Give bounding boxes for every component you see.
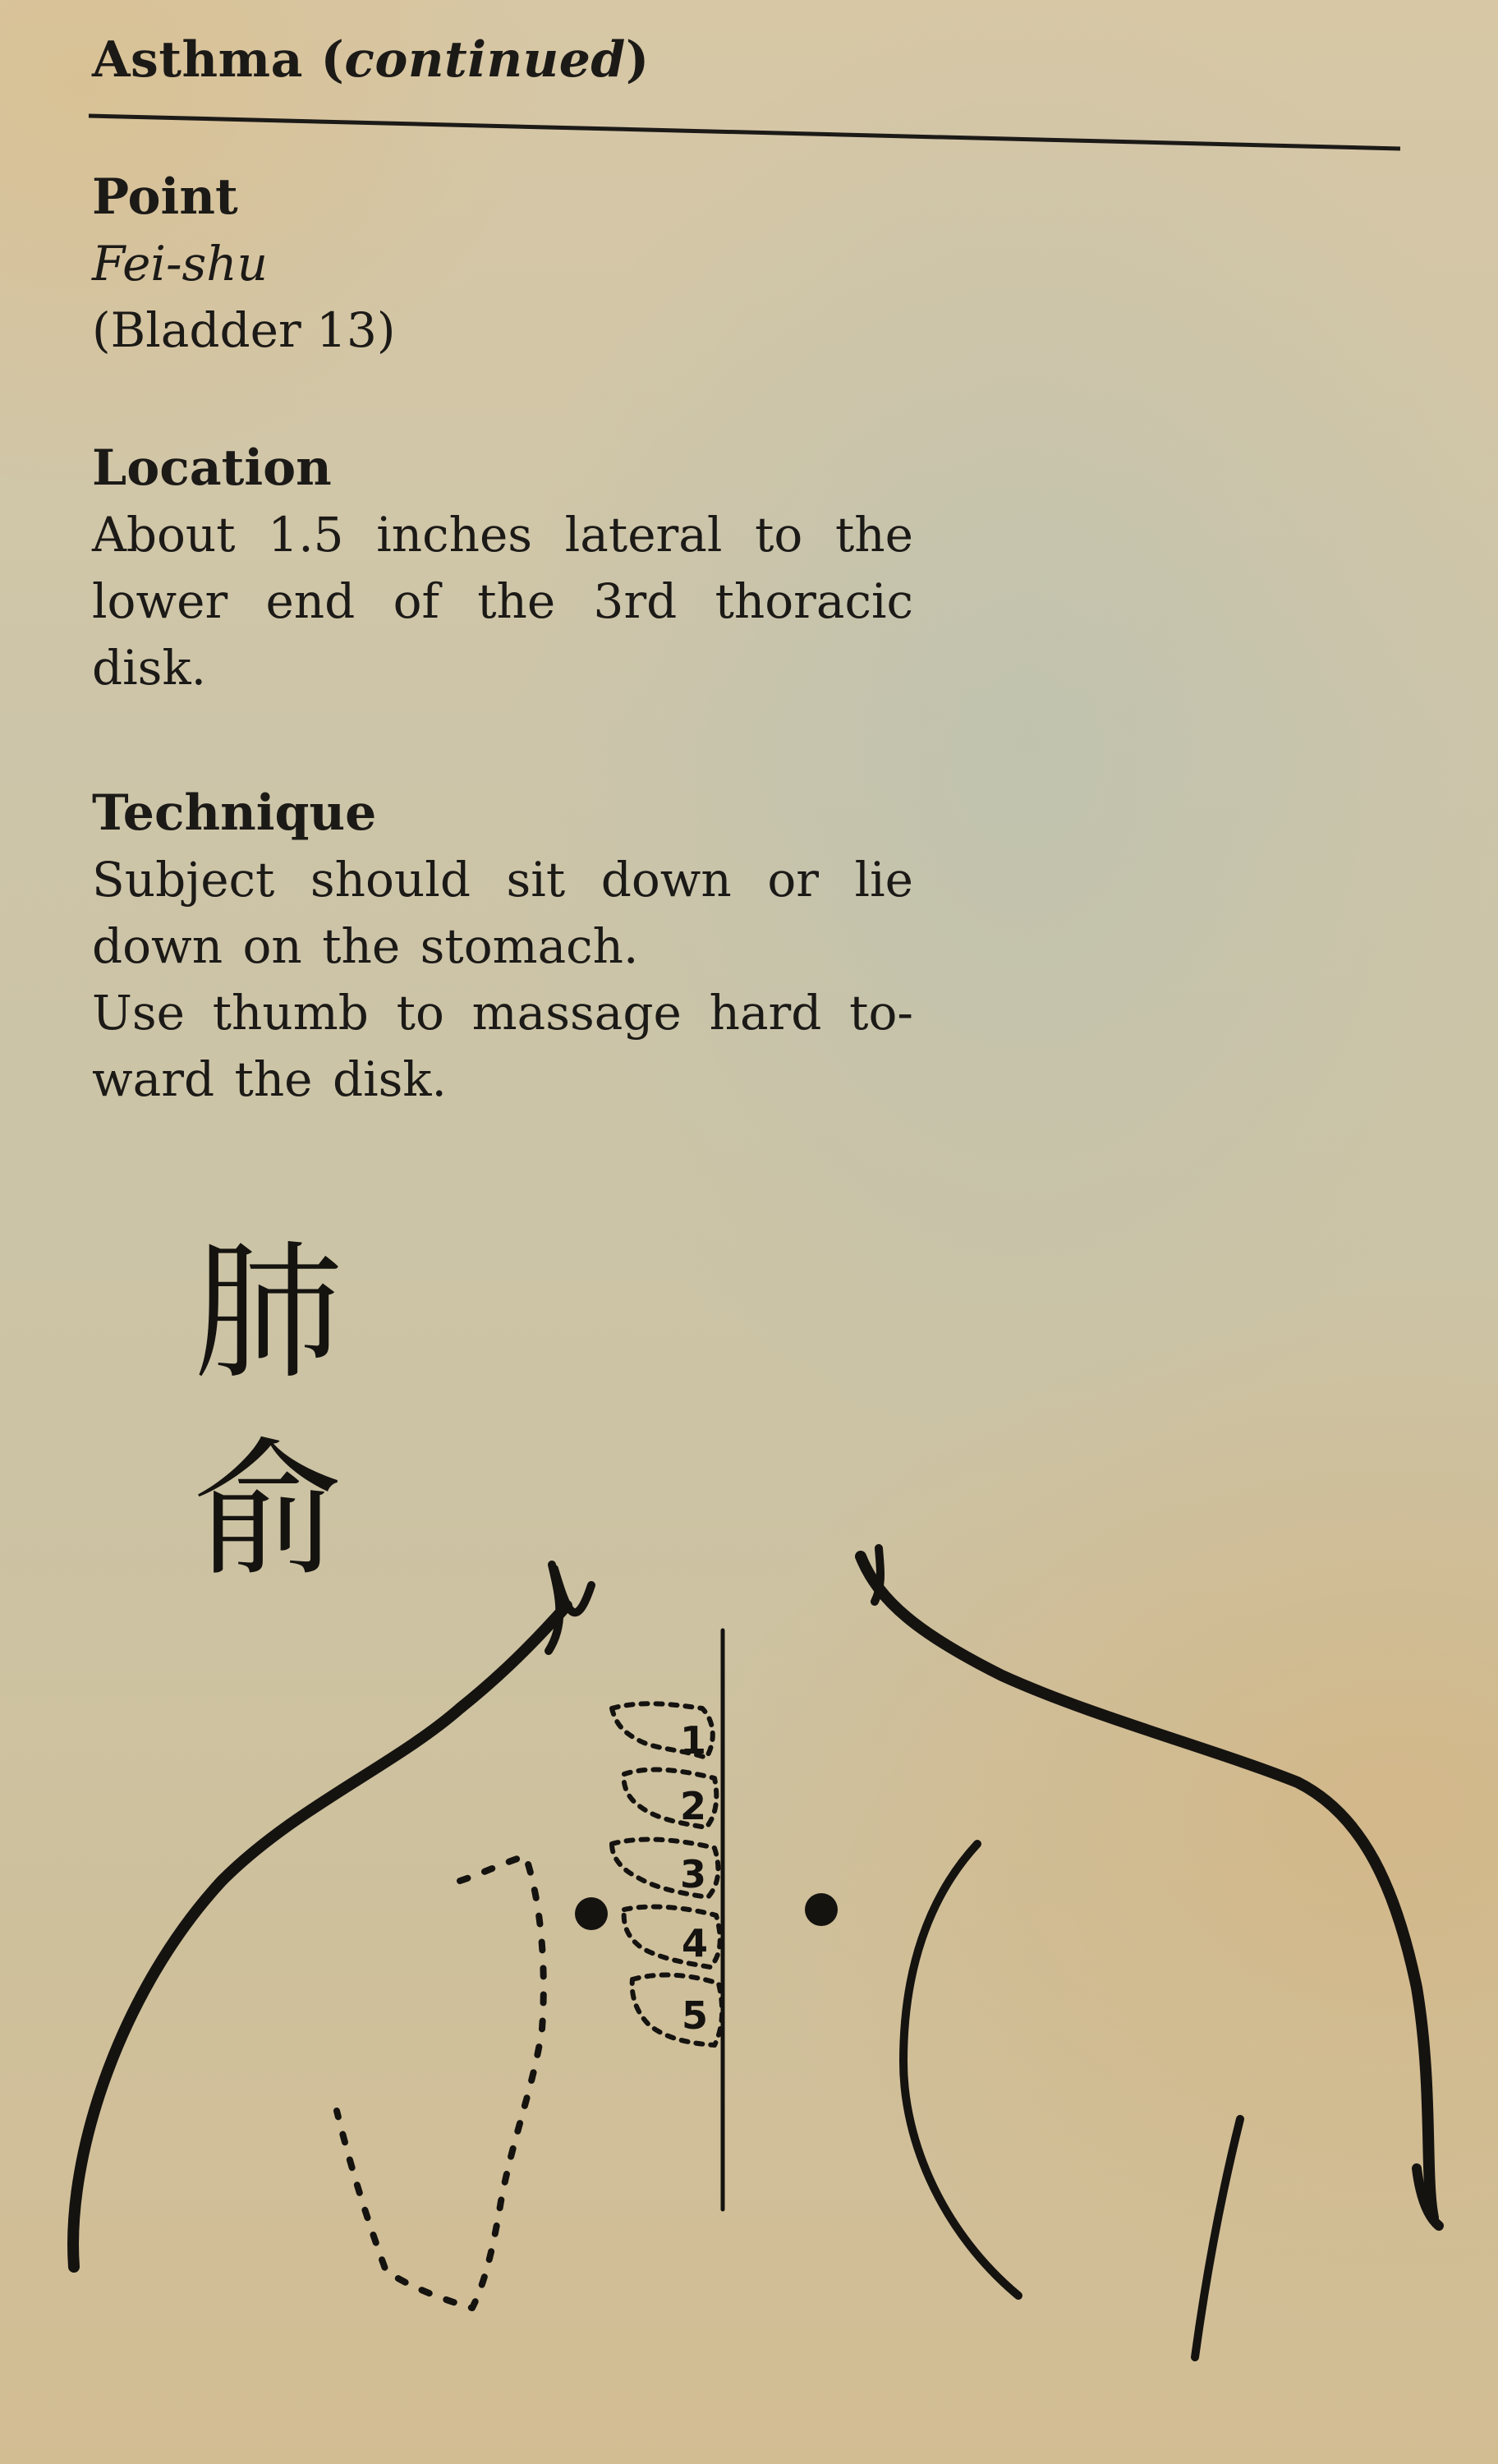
acupoint-left-dot: [575, 1897, 608, 1930]
technique-line: ward the disk.: [92, 1051, 447, 1107]
vertebra-5-outline: [632, 1975, 722, 2045]
point-heading: Point: [92, 168, 238, 226]
technique-heading: Technique: [92, 784, 377, 842]
header-title: Asthma: [92, 31, 304, 89]
left-shoulder-outline: [73, 1606, 567, 2267]
acupoint-right-dot: [805, 1893, 838, 1926]
technique-line: Use thumb to massage hard to-: [92, 985, 913, 1041]
location-line: About 1.5 inches lateral to the: [92, 507, 913, 563]
header-continued: (continued): [320, 31, 650, 89]
location-line: lower end of the 3rd thoracic: [92, 573, 913, 629]
location-line: disk.: [92, 640, 207, 696]
technique-line: Subject should sit down or lie: [92, 852, 913, 908]
vertebra-label-5: 5: [682, 1993, 709, 2038]
left-scapula-dotted: [337, 1856, 544, 2308]
right-scapula-outline: [903, 1844, 1018, 2296]
vertebra-label-1: 1: [680, 1718, 707, 1763]
vertebra-label-3: 3: [680, 1852, 707, 1896]
chinese-char-fei: 肺: [194, 1228, 342, 1400]
vertebra-label-4: 4: [682, 1921, 709, 1965]
vertebra-label-2: 2: [680, 1784, 707, 1828]
point-name: Fei-shu: [92, 236, 269, 292]
right-lower-line: [1195, 2119, 1240, 2357]
point-meridian: (Bladder 13): [92, 302, 396, 358]
technique-line: down on the stomach.: [92, 918, 639, 974]
chinese-char-shu: 俞: [194, 1425, 342, 1597]
location-heading: Location: [92, 439, 332, 497]
